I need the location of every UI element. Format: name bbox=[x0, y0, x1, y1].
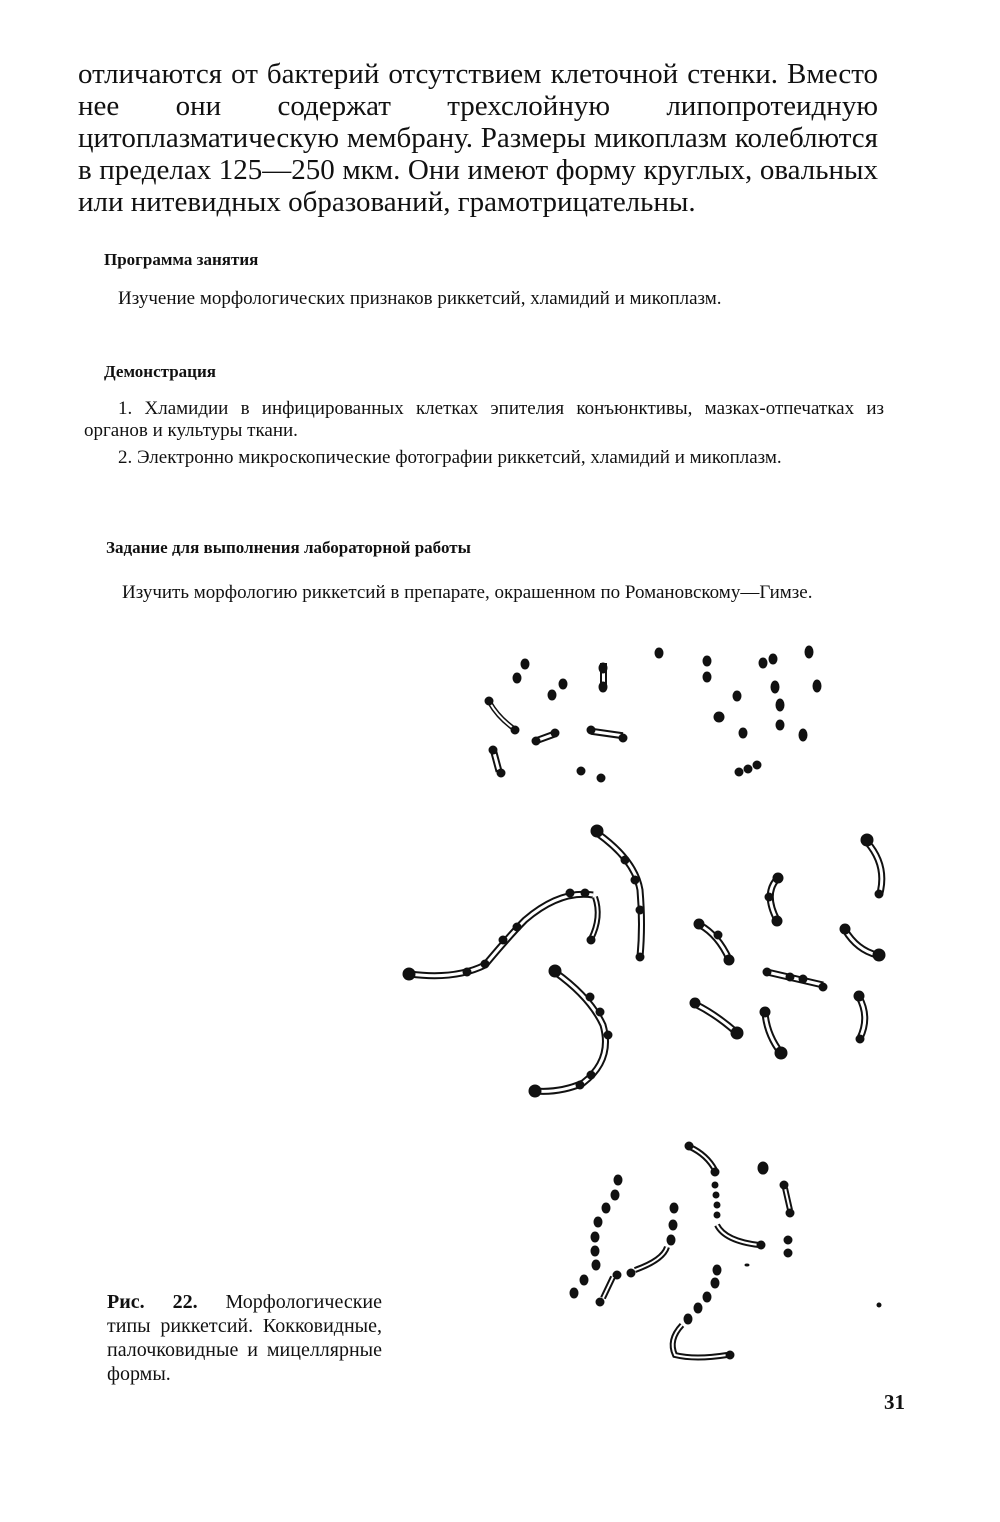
assignment-text: Изучить морфологию риккетсий в препарате, окрашенном по Романовскому—Гимзе. bbox=[122, 582, 813, 603]
program-heading: Программа занятия bbox=[104, 250, 259, 269]
figure-label: Рис. 22. bbox=[107, 1291, 198, 1313]
program-text: Изучение морфологических признаков риккетсий, хламидий и микоплазм. bbox=[118, 288, 722, 309]
mycelial-forms bbox=[570, 1142, 881, 1359]
demonstration-item-1: 1. Хламидии в инфицированных клетках эпителия конъюнктивы, мазках-отпечатках из органов и культуры ткани. bbox=[84, 398, 884, 441]
demonstration-item-2: 2. Электронно микроскопические фотографии риккетсий, хламидий и микоплазм. bbox=[118, 447, 782, 468]
assignment-heading: Задание для выполнения лабораторной работы bbox=[106, 538, 471, 557]
figure-caption bbox=[107, 1290, 382, 1386]
figure-caption-text: Морфологические типы риккетсий. Кокковидные, палочковидные и мицеллярные формы. bbox=[107, 1291, 382, 1385]
intro-paragraph: отличаются от бактерий отсутствием клеточной стенки. Вместо нее они содержат трехслойную липопротеидную цитоплазматическую мембрану. Размеры микоплазм колеблются в пределах 125—250 мкм. Они имеют форму круглых, овальных или нитевидных образований, грамотрицательны. bbox=[78, 58, 878, 218]
rod-forms bbox=[403, 825, 885, 1097]
page-number: 31 bbox=[884, 1390, 905, 1414]
demonstration-heading: Демонстрация bbox=[104, 362, 216, 381]
rickettsia-figure bbox=[395, 635, 905, 1380]
coccoid-forms bbox=[485, 646, 821, 782]
